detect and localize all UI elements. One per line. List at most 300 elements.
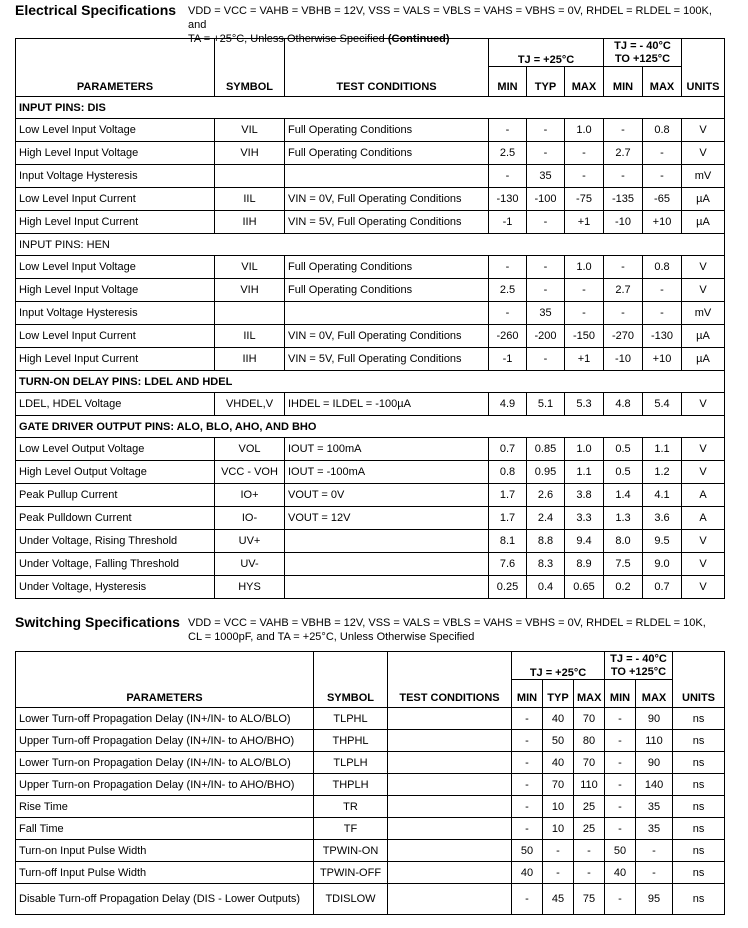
symbol-cell: VCC - VOH	[215, 461, 285, 484]
param-name: Lower Turn-off Propagation Delay (IN+/IN- to ALO/BLO)	[16, 708, 314, 730]
min-value: -130	[489, 188, 527, 211]
param-name: Under Voltage, Falling Threshold	[16, 553, 215, 576]
min-value: -	[512, 884, 543, 915]
spec-row	[16, 796, 725, 818]
test-condition: Full Operating Conditions	[285, 142, 489, 165]
min-range-value: 0.2	[604, 576, 643, 599]
min-range-value: -	[605, 818, 636, 840]
symbol-cell: VOL	[215, 438, 285, 461]
typ-value: 35	[527, 302, 565, 325]
min-value: -1	[489, 348, 527, 371]
min-range-value: -	[604, 256, 643, 279]
max-range-value: 4.1	[643, 484, 682, 507]
param-name: Turn-off Input Pulse Width	[16, 862, 314, 884]
min-value: -	[512, 774, 543, 796]
symbol-cell: TLPLH	[314, 752, 388, 774]
param-name: High Level Output Voltage	[16, 461, 215, 484]
test-condition	[388, 730, 512, 752]
units-value: ns	[673, 818, 725, 840]
typ-value: -	[527, 256, 565, 279]
min-value: 0.7	[489, 438, 527, 461]
typ-value: 2.6	[527, 484, 565, 507]
typ-value: -100	[527, 188, 565, 211]
symbol-cell: TDISLOW	[314, 884, 388, 915]
units-value: V	[682, 576, 725, 599]
param-name: Lower Turn-on Propagation Delay (IN+/IN- to ALO/BLO)	[16, 752, 314, 774]
spec-row	[16, 256, 725, 279]
min-range-value: -270	[604, 325, 643, 348]
max-value: 1.0	[565, 119, 604, 142]
param-name: Low Level Input Current	[16, 188, 215, 211]
max-value: -	[565, 279, 604, 302]
param-name: Upper Turn-off Propagation Delay (IN+/IN- to AHO/BHO)	[16, 730, 314, 752]
spec-row	[16, 862, 725, 884]
test-condition	[388, 752, 512, 774]
spec-row	[16, 752, 725, 774]
min-range-value: -	[604, 302, 643, 325]
symbol-cell: TPWIN-OFF	[314, 862, 388, 884]
max-range-value: -	[643, 302, 682, 325]
test-condition: Full Operating Conditions	[285, 279, 489, 302]
units-value: V	[682, 553, 725, 576]
symbol-cell: VHDEL,V	[215, 393, 285, 416]
max-value: 75	[574, 884, 605, 915]
max-range-value: -	[643, 279, 682, 302]
units-value: ns	[673, 840, 725, 862]
min-value: 7.6	[489, 553, 527, 576]
min-value: 8.1	[489, 530, 527, 553]
max-value: 3.8	[565, 484, 604, 507]
test-condition	[388, 862, 512, 884]
max-value: 110	[574, 774, 605, 796]
electrical-conditions-line2: TA = +25°C, Unless Otherwise Specified	[188, 33, 385, 45]
max-value: -	[565, 165, 604, 188]
spec-row	[16, 142, 725, 165]
max-value: +1	[565, 211, 604, 234]
test-condition: IOUT = -100mA	[285, 461, 489, 484]
max-value: 1.0	[565, 256, 604, 279]
units-value: µA	[682, 325, 725, 348]
spec-row	[16, 461, 725, 484]
spec-row	[16, 119, 725, 142]
sw-col-min: MIN	[512, 680, 543, 708]
tj-range-line1: TJ = - 40°C	[614, 39, 671, 52]
max-range-value: 140	[636, 774, 673, 796]
symbol-cell: UV-	[215, 553, 285, 576]
min-value: -	[489, 302, 527, 325]
sw-col-units: UNITS	[673, 652, 725, 708]
col-min: MIN	[489, 67, 527, 97]
min-value: 50	[512, 840, 543, 862]
units-value: µA	[682, 188, 725, 211]
max-range-value: 90	[636, 708, 673, 730]
param-name: High Level Input Voltage	[16, 279, 215, 302]
max-value: -	[574, 840, 605, 862]
symbol-cell: IO-	[215, 507, 285, 530]
min-range-value: -	[604, 165, 643, 188]
units-value: µA	[682, 211, 725, 234]
max-range-value: 0.8	[643, 256, 682, 279]
min-range-value: -	[604, 119, 643, 142]
switching-spec-header	[15, 614, 735, 648]
min-range-value: 50	[605, 840, 636, 862]
col-test-conditions: TEST CONDITIONS	[285, 39, 489, 97]
param-name: Peak Pullup Current	[16, 484, 215, 507]
typ-value: 10	[543, 796, 574, 818]
test-condition	[285, 530, 489, 553]
min-value: 2.5	[489, 279, 527, 302]
units-value: ns	[673, 796, 725, 818]
typ-value: -	[527, 119, 565, 142]
min-range-value: -	[605, 730, 636, 752]
min-value: -	[512, 818, 543, 840]
typ-value: 8.8	[527, 530, 565, 553]
param-name: Low Level Input Voltage	[16, 119, 215, 142]
test-condition	[388, 708, 512, 730]
sw-tj-range-line1: TJ = - 40°C	[610, 652, 667, 665]
max-range-value: -	[636, 840, 673, 862]
tj25-label: TJ = +25°C	[517, 54, 575, 66]
col-parameters: PARAMETERS	[16, 39, 215, 97]
min-range-value: 7.5	[604, 553, 643, 576]
param-name: Peak Pulldown Current	[16, 507, 215, 530]
symbol-cell: HYS	[215, 576, 285, 599]
switching-conditions-line2: CL = 1000pF, and TA = +25°C, Unless Otherwise Specified	[188, 631, 475, 643]
group-heading: GATE DRIVER OUTPUT PINS: ALO, BLO, AHO, AND BHO	[16, 416, 725, 438]
col-units: UNITS	[682, 39, 725, 97]
test-condition: VOUT = 12V	[285, 507, 489, 530]
max-range-value: 95	[636, 884, 673, 915]
symbol-cell: IIL	[215, 188, 285, 211]
min-value: -1	[489, 211, 527, 234]
min-range-value: 1.4	[604, 484, 643, 507]
typ-value: 70	[543, 774, 574, 796]
max-range-value: -65	[643, 188, 682, 211]
param-name: Under Voltage, Hysteresis	[16, 576, 215, 599]
test-condition: VIN = 5V, Full Operating Conditions	[285, 348, 489, 371]
min-range-value: 1.3	[604, 507, 643, 530]
test-condition: VIN = 0V, Full Operating Conditions	[285, 188, 489, 211]
min-range-value: -	[605, 796, 636, 818]
sw-col-group-tj25	[512, 652, 605, 680]
spec-row	[16, 530, 725, 553]
max-range-value: 9.5	[643, 530, 682, 553]
param-name: Low Level Output Voltage	[16, 438, 215, 461]
col-min-range: MIN	[604, 67, 643, 97]
max-range-value: 3.6	[643, 507, 682, 530]
group-row	[16, 371, 725, 393]
sw-tj25-label: TJ = +25°C	[529, 667, 587, 679]
spec-row	[16, 348, 725, 371]
col-max-range: MAX	[643, 67, 682, 97]
units-value: A	[682, 484, 725, 507]
param-name: High Level Input Current	[16, 348, 215, 371]
max-range-value: +10	[643, 348, 682, 371]
max-value: 9.4	[565, 530, 604, 553]
sw-col-test-conditions: TEST CONDITIONS	[388, 652, 512, 708]
min-range-value: 8.0	[604, 530, 643, 553]
symbol-cell: VIH	[215, 142, 285, 165]
test-condition: IOUT = 100mA	[285, 438, 489, 461]
sw-tj-range-line2: TO +125°C	[610, 665, 667, 678]
symbol-cell: TR	[314, 796, 388, 818]
symbol-cell: IIH	[215, 348, 285, 371]
max-value: -	[565, 302, 604, 325]
param-name: Fall Time	[16, 818, 314, 840]
typ-value: 0.95	[527, 461, 565, 484]
min-range-value: -	[605, 884, 636, 915]
max-range-value: +10	[643, 211, 682, 234]
test-condition	[388, 774, 512, 796]
max-range-value: 5.4	[643, 393, 682, 416]
symbol-cell: IIH	[215, 211, 285, 234]
min-value: 1.7	[489, 507, 527, 530]
sw-col-max: MAX	[574, 680, 605, 708]
continued-label: (Continued)	[387, 33, 450, 45]
max-range-value: 1.2	[643, 461, 682, 484]
tj-range-line2: TO +125°C	[614, 52, 671, 65]
units-value: V	[682, 256, 725, 279]
max-range-value: 35	[636, 818, 673, 840]
group-row	[16, 97, 725, 119]
max-value: +1	[565, 348, 604, 371]
test-condition	[285, 576, 489, 599]
group-heading: INPUT PINS: HEN	[16, 234, 725, 256]
group-row	[16, 416, 725, 438]
param-name: High Level Input Voltage	[16, 142, 215, 165]
spec-row	[16, 325, 725, 348]
min-range-value: -10	[604, 211, 643, 234]
units-value: ns	[673, 730, 725, 752]
min-range-value: 0.5	[604, 461, 643, 484]
symbol-cell: VIL	[215, 256, 285, 279]
param-name: Turn-on Input Pulse Width	[16, 840, 314, 862]
units-value: V	[682, 530, 725, 553]
sw-col-group-tj-range	[605, 652, 673, 680]
min-value: 0.8	[489, 461, 527, 484]
spec-row	[16, 576, 725, 599]
units-value: ns	[673, 752, 725, 774]
max-value: 25	[574, 796, 605, 818]
symbol-cell: VIH	[215, 279, 285, 302]
min-range-value: -10	[604, 348, 643, 371]
test-condition: VIN = 0V, Full Operating Conditions	[285, 325, 489, 348]
min-value: -	[512, 708, 543, 730]
test-condition: VIN = 5V, Full Operating Conditions	[285, 211, 489, 234]
min-value: -	[512, 730, 543, 752]
typ-value: 0.4	[527, 576, 565, 599]
max-range-value: 0.7	[643, 576, 682, 599]
spec-row	[16, 438, 725, 461]
switching-spec-title: Switching Specifications	[15, 614, 180, 630]
group-row	[16, 234, 725, 256]
min-range-value: -	[605, 774, 636, 796]
max-value: 80	[574, 730, 605, 752]
sw-col-min-range: MIN	[605, 680, 636, 708]
max-value: -	[574, 862, 605, 884]
param-name: Low Level Input Current	[16, 325, 215, 348]
units-value: µA	[682, 348, 725, 371]
max-range-value: -130	[643, 325, 682, 348]
symbol-cell: THPHL	[314, 730, 388, 752]
spec-row	[16, 774, 725, 796]
max-value: -	[565, 142, 604, 165]
param-name: Under Voltage, Rising Threshold	[16, 530, 215, 553]
units-value: ns	[673, 708, 725, 730]
test-condition: Full Operating Conditions	[285, 256, 489, 279]
max-value: -150	[565, 325, 604, 348]
min-range-value: -135	[604, 188, 643, 211]
typ-value: -200	[527, 325, 565, 348]
typ-value: 40	[543, 752, 574, 774]
min-range-value: 40	[605, 862, 636, 884]
electrical-conditions-line1: VDD = VCC = VAHB = VBHB = 12V, VSS = VALS = VBLS = VAHS = VBHS = 0V, RHDEL = RLDEL = 100K, and	[188, 5, 712, 31]
max-value: 3.3	[565, 507, 604, 530]
group-heading: INPUT PINS: DIS	[16, 97, 725, 119]
symbol-cell: UV+	[215, 530, 285, 553]
typ-value: -	[543, 840, 574, 862]
min-value: -	[489, 119, 527, 142]
spec-row	[16, 507, 725, 530]
max-range-value: 1.1	[643, 438, 682, 461]
spec-row	[16, 553, 725, 576]
spec-row	[16, 393, 725, 416]
test-condition	[285, 553, 489, 576]
symbol-cell: IO+	[215, 484, 285, 507]
col-symbol: SYMBOL	[215, 39, 285, 97]
max-value: 70	[574, 708, 605, 730]
units-value: V	[682, 119, 725, 142]
col-typ: TYP	[527, 67, 565, 97]
test-condition: VOUT = 0V	[285, 484, 489, 507]
min-value: -260	[489, 325, 527, 348]
test-condition	[388, 818, 512, 840]
max-value: 25	[574, 818, 605, 840]
min-value: -	[489, 165, 527, 188]
max-range-value: -	[643, 142, 682, 165]
typ-value: 45	[543, 884, 574, 915]
spec-row	[16, 708, 725, 730]
typ-value: -	[527, 279, 565, 302]
typ-value: -	[527, 211, 565, 234]
units-value: V	[682, 142, 725, 165]
max-range-value: 90	[636, 752, 673, 774]
sw-col-parameters: PARAMETERS	[16, 652, 314, 708]
test-condition	[388, 796, 512, 818]
max-value: -75	[565, 188, 604, 211]
spec-row	[16, 484, 725, 507]
typ-value: 40	[543, 708, 574, 730]
typ-value: 5.1	[527, 393, 565, 416]
spec-row	[16, 840, 725, 862]
spec-row	[16, 818, 725, 840]
param-name: Input Voltage Hysteresis	[16, 165, 215, 188]
min-value: 2.5	[489, 142, 527, 165]
units-value: V	[682, 393, 725, 416]
min-range-value: 2.7	[604, 279, 643, 302]
param-name: Rise Time	[16, 796, 314, 818]
units-value: mV	[682, 165, 725, 188]
min-range-value: 0.5	[604, 438, 643, 461]
max-range-value: 9.0	[643, 553, 682, 576]
max-range-value: -	[636, 862, 673, 884]
switching-conditions-line1: VDD = VCC = VAHB = VBHB = 12V, VSS = VALS = VBLS = VAHS = VBHS = 0V, RHDEL = RLDEL = 10K,	[188, 617, 706, 629]
min-range-value: 2.7	[604, 142, 643, 165]
typ-value: 50	[543, 730, 574, 752]
min-value: 0.25	[489, 576, 527, 599]
units-value: V	[682, 438, 725, 461]
typ-value: 35	[527, 165, 565, 188]
test-condition	[388, 884, 512, 915]
typ-value: -	[543, 862, 574, 884]
param-name: Low Level Input Voltage	[16, 256, 215, 279]
symbol-cell: TLPHL	[314, 708, 388, 730]
group-heading: TURN-ON DELAY PINS: LDEL AND HDEL	[16, 371, 725, 393]
typ-value: 2.4	[527, 507, 565, 530]
typ-value: -	[527, 348, 565, 371]
param-name: Disable Turn-off Propagation Delay (DIS - Lower Outputs)	[16, 884, 314, 915]
sw-col-symbol: SYMBOL	[314, 652, 388, 708]
test-condition: IHDEL = ILDEL = -100µA	[285, 393, 489, 416]
test-condition: Full Operating Conditions	[285, 119, 489, 142]
min-range-value: -	[605, 708, 636, 730]
col-group-tj25	[489, 39, 604, 67]
param-name: High Level Input Current	[16, 211, 215, 234]
units-value: V	[682, 279, 725, 302]
param-name: Upper Turn-on Propagation Delay (IN+/IN- to AHO/BHO)	[16, 774, 314, 796]
electrical-spec-body	[16, 97, 725, 599]
symbol-cell: THPLH	[314, 774, 388, 796]
min-value: -	[512, 796, 543, 818]
spec-row	[16, 165, 725, 188]
switching-spec-body	[16, 708, 725, 915]
spec-row	[16, 884, 725, 915]
units-value: ns	[673, 862, 725, 884]
electrical-spec-title: Electrical Specifications	[15, 2, 177, 18]
max-value: 1.0	[565, 438, 604, 461]
units-value: V	[682, 461, 725, 484]
spec-row	[16, 188, 725, 211]
test-condition	[285, 165, 489, 188]
max-value: 1.1	[565, 461, 604, 484]
col-max: MAX	[565, 67, 604, 97]
switching-spec-table	[15, 651, 725, 915]
symbol-cell: TPWIN-ON	[314, 840, 388, 862]
typ-value: 10	[543, 818, 574, 840]
min-range-value: 4.8	[604, 393, 643, 416]
max-range-value: 0.8	[643, 119, 682, 142]
typ-value: 8.3	[527, 553, 565, 576]
max-range-value: 110	[636, 730, 673, 752]
units-value: A	[682, 507, 725, 530]
symbol-cell	[215, 302, 285, 325]
sw-col-max-range: MAX	[636, 680, 673, 708]
min-value: -	[489, 256, 527, 279]
spec-row	[16, 279, 725, 302]
switching-spec-conditions	[188, 616, 728, 644]
spec-row	[16, 730, 725, 752]
col-group-tj-range	[604, 39, 682, 67]
param-name: Input Voltage Hysteresis	[16, 302, 215, 325]
units-value: ns	[673, 884, 725, 915]
units-value: ns	[673, 774, 725, 796]
test-condition	[285, 302, 489, 325]
symbol-cell: VIL	[215, 119, 285, 142]
electrical-spec-header	[15, 2, 735, 45]
typ-value: -	[527, 142, 565, 165]
param-name: LDEL, HDEL Voltage	[16, 393, 215, 416]
max-value: 5.3	[565, 393, 604, 416]
